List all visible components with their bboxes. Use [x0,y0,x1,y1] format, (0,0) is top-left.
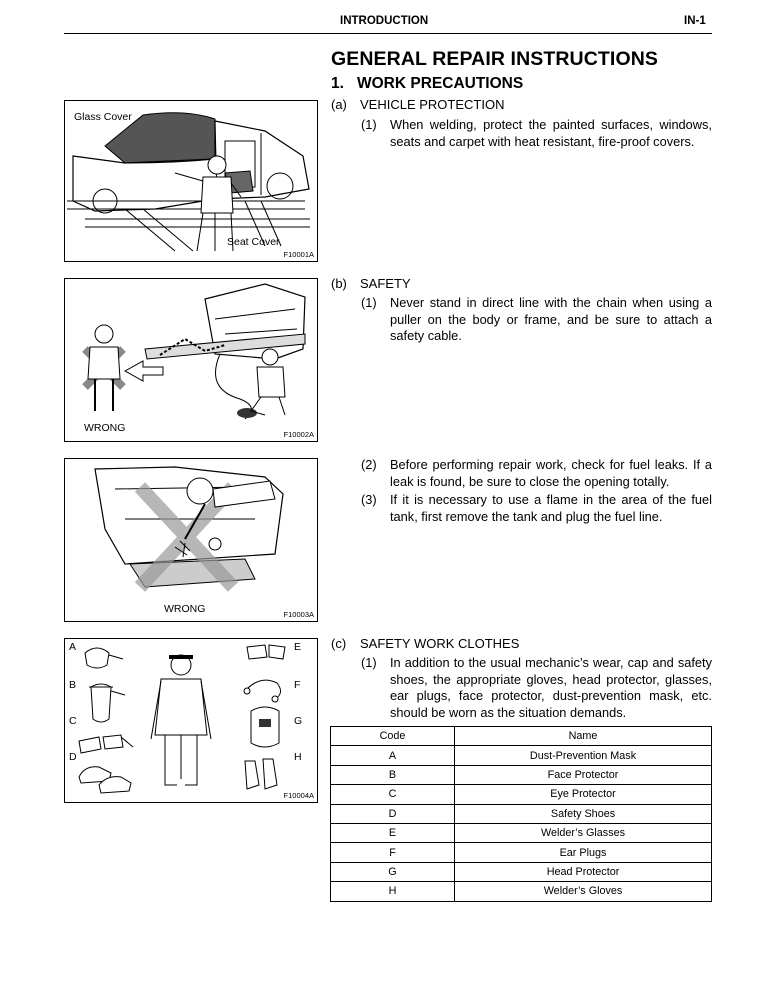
figure-4-label-b: B [69,679,77,691]
figure-4-label-f: F [294,679,301,691]
figure-4-label-e: E [294,641,302,653]
table-cell-name: Eye Protector [455,785,712,804]
table-row [331,765,712,784]
figure-2-id: F10002A [283,430,314,439]
figure-4-id: F10004A [283,791,314,800]
section-heading-number: 1. [331,75,344,92]
subsection-b-title: SAFETY [360,276,411,291]
table-cell-code: F [331,843,455,862]
section-heading-text: WORK PRECAUTIONS [357,75,524,92]
table-cell-name: Ear Plugs [455,843,712,862]
table-header-code: Code [331,727,455,746]
figure-4-label-g: G [294,715,303,727]
item-a1 [361,117,712,150]
header-rule [64,33,712,34]
item-b1-num: (1) [361,295,377,310]
item-c1 [361,655,712,721]
table-cell-name: Face Protector [455,765,712,784]
figure-chain-puller [64,278,318,442]
running-header-section: INTRODUCTION [340,15,429,27]
table-header-name: Name [455,727,712,746]
subsection-c-label: (c) [331,636,347,651]
table-cell-name: Welder’s Glasses [455,823,712,842]
safety-clothes-illustration [65,639,317,802]
chain-puller-illustration [65,279,317,441]
subsection-b-label: (b) [331,276,347,291]
fuel-tank-illustration [65,459,317,621]
subsection-c-title: SAFETY WORK CLOTHES [360,636,520,651]
figure-3-label-wrong: WRONG [164,603,206,615]
item-b1 [361,295,712,345]
safety-clothes-table [330,726,712,902]
table-cell-code: B [331,765,455,784]
item-b3-text: If it is necessary to use a flame in the area of the fuel tank, first remove the tank and plug the fuel line. [390,492,712,524]
item-b2 [361,457,712,490]
item-b2-num: (2) [361,457,377,472]
item-b3-num: (3) [361,492,377,507]
figure-4-label-a: A [69,641,77,653]
figure-vehicle-protection [64,100,318,262]
section-heading [331,75,523,93]
page-title: GENERAL REPAIR INSTRUCTIONS [331,48,659,70]
table-cell-name: Welder’s Gloves [455,882,712,901]
table-row [331,785,712,804]
table-header-row [331,727,712,746]
table-cell-name: Safety Shoes [455,804,712,823]
figure-3-id: F10003A [283,610,314,619]
table-row [331,862,712,881]
page-number: IN-1 [684,15,706,27]
table-row [331,746,712,765]
figure-1-label-seat-cover: Seat Cover [227,236,280,248]
figure-4-label-c: C [69,715,77,727]
figure-fuel-tank [64,458,318,622]
figure-4-label-h: H [294,751,302,763]
table-row [331,843,712,862]
table-cell-code: C [331,785,455,804]
table-row [331,804,712,823]
figure-safety-clothes [64,638,318,803]
item-a1-text: When welding, protect the painted surfaces, windows, seats and carpet with heat resistant, fire-proof covers. [390,117,712,149]
item-b2-text: Before performing repair work, check for fuel leaks. If a leak is found, be sure to close the opening totally. [390,457,712,489]
item-c1-num: (1) [361,655,377,670]
item-c1-text: In addition to the usual mechanic’s wear, cap and safety shoes, the appropriate gloves, head protector, glasses, ear plugs, face protector, dust-prevention mask, etc. should be worn as the situation demands. [390,655,712,720]
figure-1-id: F10001A [283,250,314,259]
table-cell-code: A [331,746,455,765]
table-cell-code: D [331,804,455,823]
item-a1-num: (1) [361,117,377,132]
subsection-a-title: VEHICLE PROTECTION [360,97,505,112]
figure-2-label-wrong: WRONG [84,422,126,434]
subsection-a-label: (a) [331,97,347,112]
figure-4-label-d: D [69,751,77,763]
table-cell-name: Head Protector [455,862,712,881]
table-row [331,882,712,901]
table-cell-name: Dust-Prevention Mask [455,746,712,765]
table-row [331,823,712,842]
table-cell-code: H [331,882,455,901]
item-b1-text: Never stand in direct line with the chain when using a puller on the body or frame, and be sure to attach a safety cable. [390,295,712,343]
table-cell-code: E [331,823,455,842]
item-b3 [361,492,712,525]
table-cell-code: G [331,862,455,881]
figure-1-label-glass-cover: Glass Cover [74,111,132,123]
